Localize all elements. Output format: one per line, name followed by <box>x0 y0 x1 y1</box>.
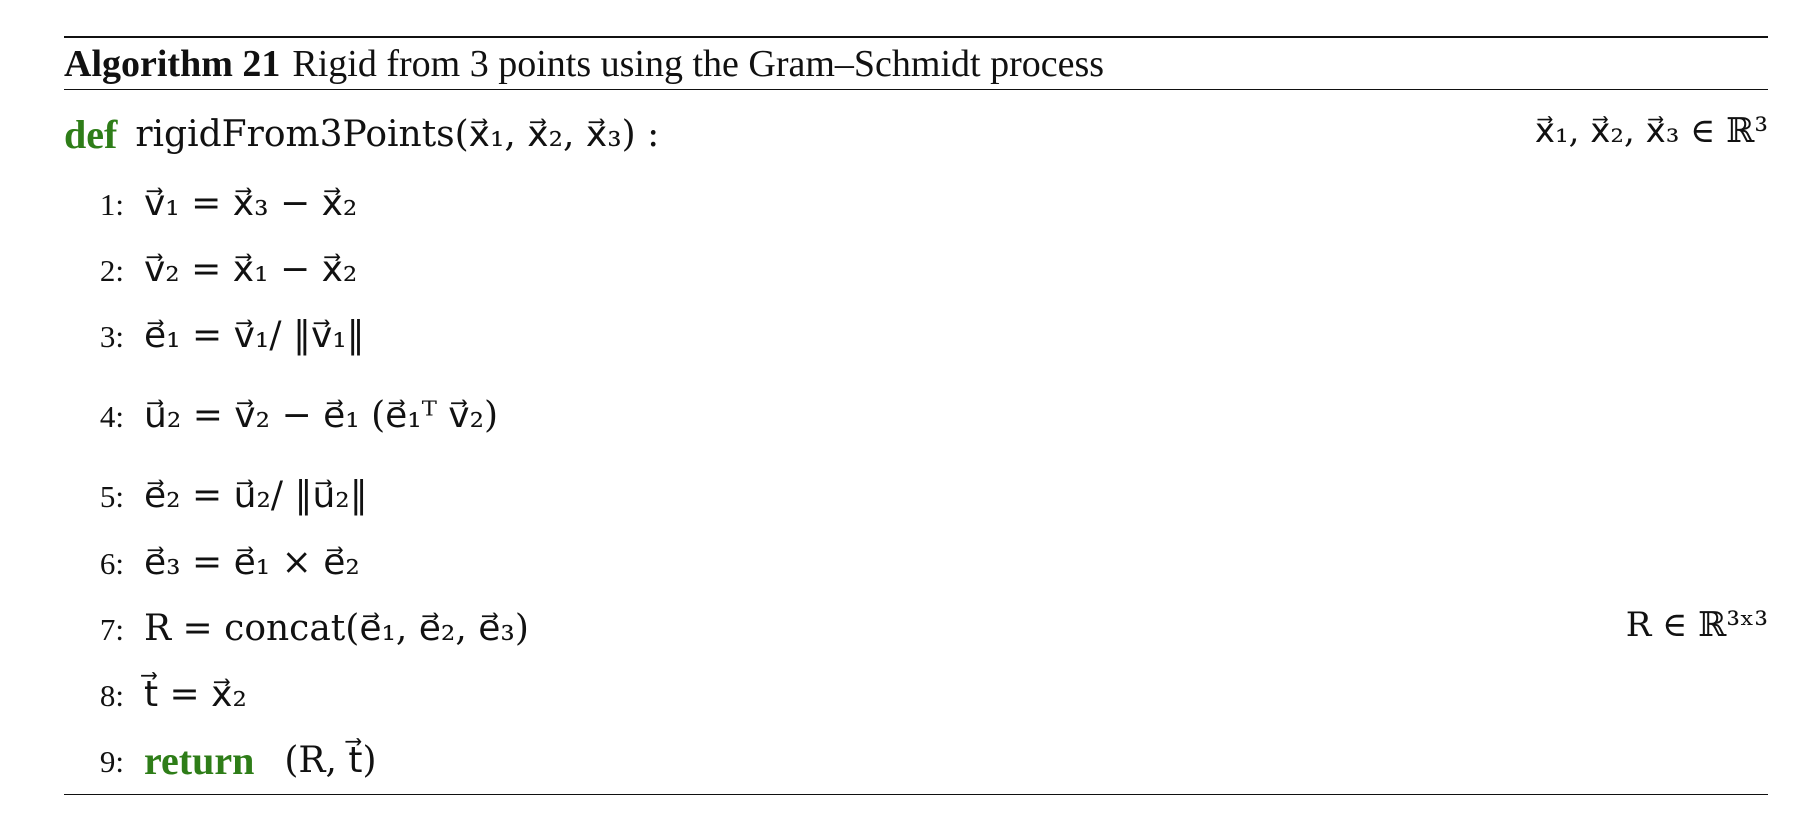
line-number: 8: <box>99 677 124 713</box>
line-number: 9: <box>99 743 124 779</box>
line-expression: e⃗₂ = u⃗₂/ ‖u⃗₂‖ <box>144 475 368 516</box>
line-annotation: R ∈ ℝ³ˣ³ <box>1625 604 1768 645</box>
line-number: 7: <box>99 611 124 647</box>
algorithm-line <box>64 734 1768 788</box>
line-expression: e⃗₃ = e⃗₁ × e⃗₂ <box>144 542 360 583</box>
signature-annotation: x⃗₁, x⃗₂, x⃗₃ ∈ ℝ³ <box>1534 110 1768 151</box>
bottom-rule <box>64 794 1768 795</box>
line-expression: u⃗₂ = v⃗₂ − e⃗₁ (e⃗₁ᵀ v⃗₂) <box>144 395 499 436</box>
algorithm-line <box>64 309 1768 363</box>
line-expression: v⃗₁ = x⃗₃ − x⃗₂ <box>144 183 358 224</box>
algorithm-line <box>64 536 1768 590</box>
line-number: 4: <box>99 398 124 434</box>
line-number: 5: <box>99 478 124 514</box>
line-number: 2: <box>99 252 124 288</box>
algorithm-line <box>64 602 1768 656</box>
caption-rule <box>64 89 1768 90</box>
line-expression: R = concat(e⃗₁, e⃗₂, e⃗₃) <box>144 608 529 649</box>
line-expression: v⃗₂ = x⃗₁ − x⃗₂ <box>144 249 358 290</box>
algorithm-line <box>64 384 1768 448</box>
algorithm-block <box>64 36 1768 90</box>
return-keyword: return <box>144 738 255 783</box>
algorithm-line <box>64 469 1768 523</box>
algorithm-title: Rigid from 3 points using the Gram–Schmidt process <box>292 42 1105 85</box>
algorithm-line <box>64 177 1768 231</box>
line-expression: t⃗ = x⃗₂ <box>144 674 247 715</box>
line-number: 1: <box>99 186 124 222</box>
algorithm-line <box>64 243 1768 297</box>
def-keyword: def <box>64 112 118 157</box>
algorithm-label: Algorithm 21 <box>64 42 281 85</box>
line-expression: e⃗₁ = v⃗₁/ ‖v⃗₁‖ <box>144 315 365 356</box>
function-signature: rigidFrom3Points(x⃗₁, x⃗₂, x⃗₃) : <box>135 114 660 155</box>
line-expression: (R, t⃗) <box>284 740 377 781</box>
line-number: 3: <box>99 318 124 354</box>
line-number: 6: <box>99 545 124 581</box>
algorithm-caption <box>64 38 1768 89</box>
algorithm-line <box>64 668 1768 722</box>
signature-line <box>64 108 1768 162</box>
